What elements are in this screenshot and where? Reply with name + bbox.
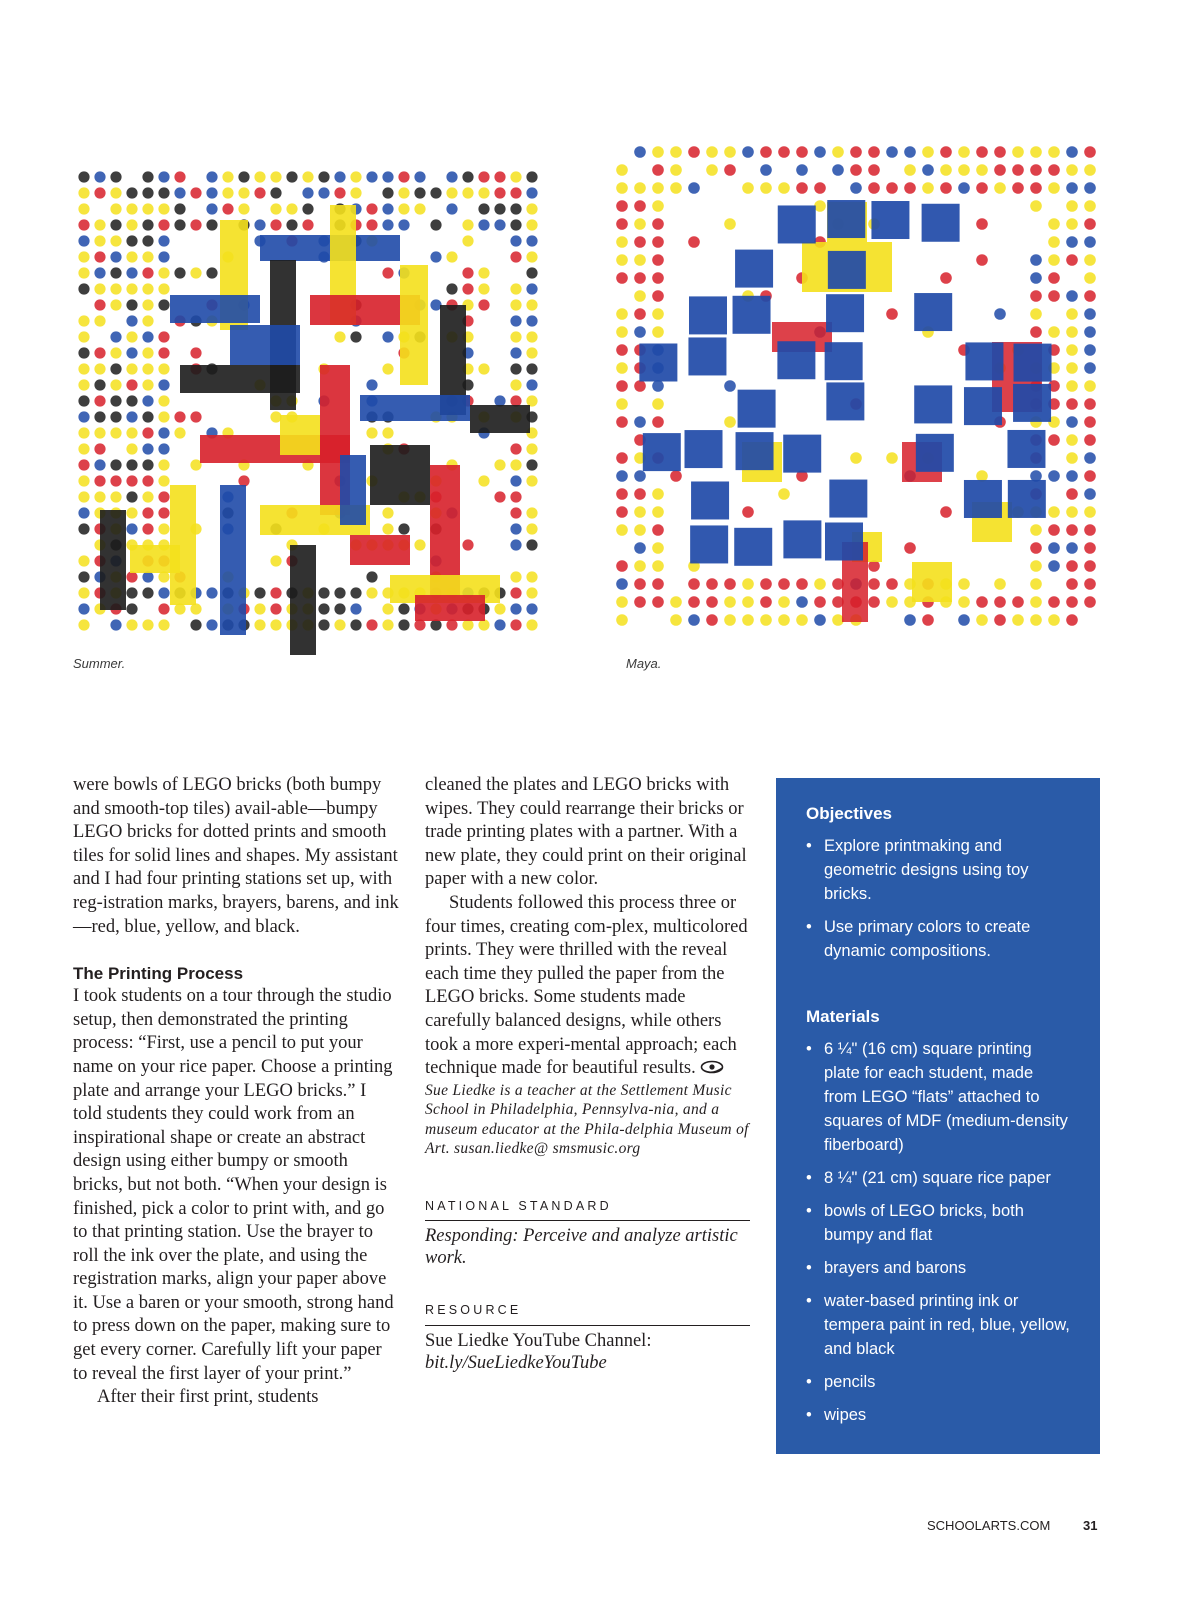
body-paragraph: I took students on a tour through the studio setup, then demonstrated the printing process: “First, use a pencil to put your name on your rice paper. Choose a printing plate and arrange your LEGO bricks.” I told students they could work from an inspirational shape or create an abstract design using either bumpy or smooth bricks, but not both. “When your design is finished, pick a color to print with, and go to that printing station. Use the brayer to roll the ink over the plate, and using the registration marks, align your paper above it. Use a baren or your smooth, strong hand to press down on the paper, making sure to get every corner. Carefully lift your paper to reveal the first layer of your print.” [73,986,394,1384]
body-paragraph: were bowls of LEGO bricks (both bumpy and smooth-top tiles) avail-able—bumpy LEGO bricks for dotted prints and smooth tiles for solid lines and shapes. My assistant and I had four printing stations set up, with reg-istration marks, brayers, barens, and ink—red, blue, yellow, and black. [73,775,399,937]
list-item: • brayers and barons [806,1256,1070,1280]
national-standard-label: NATIONAL STANDARD [425,1195,750,1222]
end-mark-icon [700,1060,724,1074]
list-item: • 6 ¼" (16 cm) square printing plate for each student, made from LEGO “flats” attached to squares of MDF (medium-density fiberboard) [806,1037,1070,1157]
objectives-heading: Objectives [806,804,892,823]
resource-label: RESOURCE [425,1299,750,1326]
body-paragraph: After their first print, students [97,1387,319,1408]
maya-caption: Maya. [626,656,662,671]
body-paragraph: cleaned the plates and LEGO bricks with wipes. They could rearrange their bricks or trade printing plates with a partner. With a new plate, they could print on their original paper with a new color. [425,775,747,890]
body-paragraph [425,892,750,1081]
list-item: • Use primary colors to create dynamic compositions. [806,915,1070,963]
footer-site[interactable]: SCHOOLARTS.COM [927,1518,1051,1533]
resource [425,1299,750,1374]
list-item: • 8 ¼" (21 cm) square rice paper [806,1166,1070,1190]
article-column-1 [73,774,399,1410]
national-standard-text: Responding: Perceive and analyze artistic work. [425,1226,738,1269]
article-column-2 [425,774,750,1374]
maya-print-image [612,142,1097,642]
list-item: • Explore printmaking and geometric designs using toy bricks. [806,834,1070,906]
national-standard [425,1195,750,1270]
list-item: • wipes [806,1403,1070,1427]
materials-heading: Materials [806,1007,880,1026]
list-item: • pencils [806,1370,1070,1394]
resource-title: Sue Liedke YouTube Channel: [425,1330,652,1351]
section-heading: The Printing Process [73,964,244,984]
resource-link[interactable]: bit.ly/SueLiedkeYouTube [425,1352,607,1373]
summer-caption: Summer. [73,656,126,671]
objectives-materials-sidebar [776,778,1100,1454]
list-item: • bowls of LEGO bricks, both bumpy and flat [806,1199,1070,1247]
materials-list [806,1037,1070,1427]
body-paragraph-text: Students followed this process three or four times, creating com-plex, multicolored prints. They were thrilled with the reveal each time they pulled the paper from the LEGO bricks. Some students made carefully balanced designs, while others took a more experi-mental approach; each technique made for beautiful results. [425,892,748,1079]
author-bio: Sue Liedke is a teacher at the Settlement Music School in Philadelphia, Pennsylva-nia, and a museum educator at the Phila-delphia Museum of Art. susan.liedke@ smsmusic.org [425,1081,749,1158]
list-item: • water-based printing ink or tempera paint in red, blue, yellow, and black [806,1289,1070,1361]
summer-print-image [70,165,560,670]
page-number: 31 [1083,1518,1098,1533]
objectives-list [806,834,1070,963]
